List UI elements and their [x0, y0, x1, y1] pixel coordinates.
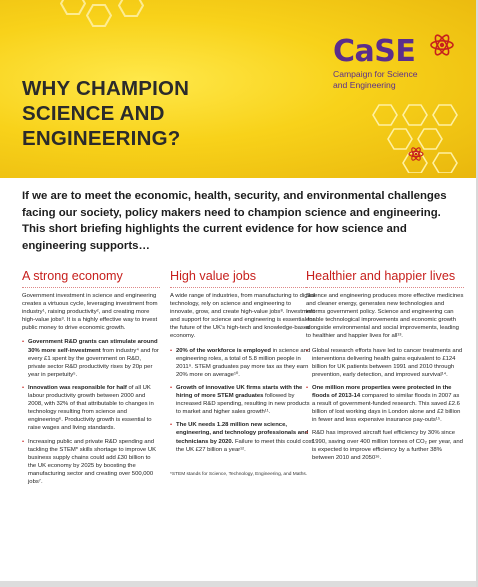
hexagon-icon — [118, 0, 144, 17]
list-item: • 20% of the workforce is employed in science and engineering roles, a total of 5.8 million people in 2011⁹. STEM graduates pay more tax as they earn 20% more on average¹⁰. — [170, 347, 316, 379]
atom-icon — [429, 32, 455, 58]
page-edge — [0, 581, 476, 587]
list-item: • Increasing public and private R&D spending and tackling the STEM* skills shortage to improve UK business supply chains could add £30 billion to the UK economy by 2025 by boosting the manufacturing sector and creating over 500,000 jobs⁷. — [22, 438, 160, 487]
columns — [22, 268, 470, 587]
header-band — [0, 0, 476, 178]
column-paragraph: A wide range of industries, from manufacturing to digital technology, rely on science and engineering to innovate, grow, and create high-value jobs⁸. Investment and support for science and engineering is essential for the future of the UK’s high-tech and knowledge-based economy. — [170, 293, 316, 340]
list-item: • One million more properties were protected in the floods of 2013-14 compared to similar floods in 2007 as a result of government-funded research. This saved £2.6 billion of lost working days in London alone and £2 billion in fewer and less expensive insurance pay-outs¹⁵. — [306, 384, 464, 424]
column-high-value-jobs — [170, 268, 316, 478]
hexagon-pattern — [371, 101, 466, 173]
hexagon-icon — [60, 0, 86, 15]
divider — [170, 286, 316, 288]
list-item: • R&D has improved aircraft fuel efficiency by 30% since 1990, saving over 400 million tonnes of CO₂ per year, and is expected to improve efficiency by a further 38% between 2010 and 2050¹⁶. — [306, 429, 464, 461]
column-heading: A strong economy — [22, 269, 123, 283]
page-title: WHY CHAMPION SCIENCE AND ENGINEERING? — [22, 77, 190, 150]
logo-wordmark: CaSE — [333, 34, 416, 69]
list-item: • Global research efforts have led to cancer treatments and interventions delivering health gains equivalent to £124 billion for UK patients between 1991 and 2010 through prevention, early detection, and improved survival¹⁴. — [306, 347, 464, 379]
list-item: • Growth of innovative UK firms starts with the hiring of more STEM graduates followed by increased R&D spending, resulting in new products to market and higher sales growth¹¹. — [170, 384, 316, 416]
column-heading: High value jobs — [170, 269, 257, 283]
list-item: • The UK needs 1.28 million new science, engineering, and technology professionals and technicians by 2020. Failure to meet this could cost the UK £27 billion a year¹². — [170, 421, 316, 453]
hexagon-icon — [86, 4, 112, 27]
list-item: • Innovation was responsible for half of all UK labour productivity growth between 2000 and 2008, with 32% of that attributable to changes in technology resulting from science and engineering⁶. Productivity growth is essential to raise wages and living standards. — [22, 384, 160, 433]
column-strong-economy — [22, 268, 160, 491]
list-item: • Government R&D grants can stimulate around 30% more self-investment from industry⁴ and for every £1 spent by the government on R&D, private sector R&D productivity rises by 20p per year in perpetuity⁵. — [22, 338, 160, 378]
bullet-list — [22, 338, 160, 486]
divider — [22, 286, 160, 288]
bullet-list — [306, 347, 464, 462]
divider — [306, 286, 464, 288]
column-paragraph: Government investment in science and engineering creates a virtuous cycle, leveraging investment from industry¹, raising productivity², and creating more high-value jobs³. It is a highly effective way to invest public money to drive economic growth. — [22, 293, 158, 332]
bullet-list — [170, 347, 316, 454]
column-heading: Healthier and happier lives — [306, 269, 456, 283]
logo-subtitle: Campaign for Science and Engineering — [333, 69, 418, 90]
footnote: *STEM stands for Science, Technology, Engineering, and Maths. — [170, 471, 308, 477]
column-paragraph: Science and engineering produces more effective medicines and cleaner energy, generates new technologies and informs government policy. Science and engineering can enable technological improvements and economic growth alongside environmental and social improvements, leading to healthier and happier lives for all¹³. — [306, 293, 464, 340]
intro-paragraph: If we are to meet the economic, health, security, and environmental challenges facing our society, policy makers need to champion science and engineering. This short briefing highlights the current evidence for how science and engineering supports… — [22, 190, 447, 252]
column-healthier-lives — [306, 268, 464, 467]
